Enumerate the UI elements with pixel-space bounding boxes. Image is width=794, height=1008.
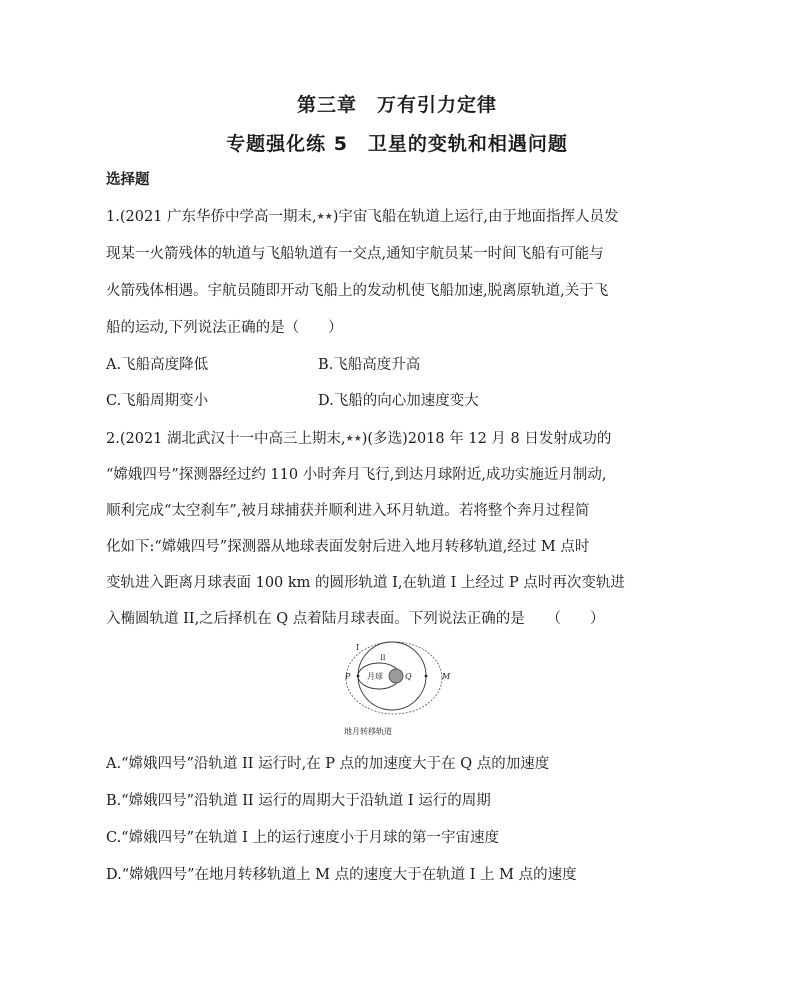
q1-option-c[interactable]: C.飞船周期变小	[106, 393, 209, 409]
section-title: 专题强化练 5 卫星的变轨和相遇问题	[226, 133, 568, 155]
difficulty-star-icon: ★★	[345, 434, 362, 444]
q1-line-1	[106, 205, 619, 226]
q2-line-2: “嫦娥四号”探测器经过约 110 小时奔月飞行,到达月球附近,成功实施近月制动,	[106, 467, 607, 483]
q1-option-a[interactable]: A.飞船高度降低	[106, 357, 209, 373]
orbit-diagram-svg	[334, 638, 464, 742]
q2-stem-start: )(多选)2018 年 12 月 8 日发射成功的	[361, 431, 612, 447]
q1-line-2: 现某一火箭残体的轨道与飞船轨道有一交点,通知宇航员某一时间飞船有可能与	[106, 246, 604, 262]
q2-option-b[interactable]: B.“嫦娥四号”沿轨道 II 运行的周期大于沿轨道 I 运行的周期	[106, 793, 491, 809]
q1-line-4: 船的运动,下列说法正确的是（ ）	[106, 320, 343, 336]
difficulty-star-icon: ★★	[316, 212, 333, 222]
label-orbit-ii: II	[380, 654, 386, 662]
q2-line-5: 变轨进入距离月球表面 100 km 的圆形轨道 I,在轨道 I 上经过 P 点时再次变轨进	[106, 575, 625, 591]
q1-source: 1.(2021 广东华侨中学高一期末,	[106, 209, 317, 225]
diagram-caption: 地月转移轨道	[344, 727, 392, 736]
q2-source: 2.(2021 湖北武汉十一中高三上期末,	[106, 431, 346, 447]
orbit-diagram	[334, 638, 464, 742]
point-m	[425, 675, 428, 678]
q2-option-a[interactable]: A.“嫦娥四号”沿轨道 II 运行时,在 P 点的加速度大于在 Q 点的加速度	[106, 756, 550, 772]
q2-line-3: 顺利完成“太空刹车”,被月球捕获并顺利进入环月轨道。若将整个奔月过程简	[106, 503, 590, 519]
section-label: 选择题	[106, 172, 150, 188]
point-p	[357, 675, 360, 678]
label-moon: 月球	[367, 672, 383, 681]
q2-option-c[interactable]: C.“嫦娥四号”在轨道 I 上的运行速度小于月球的第一宇宙速度	[106, 830, 499, 846]
q1-option-b[interactable]: B.飞船高度升高	[318, 357, 421, 373]
label-q: Q	[405, 672, 412, 681]
label-p: P	[345, 672, 351, 681]
q1-stem-start: )宇宙飞船在轨道上运行,由于地面指挥人员发	[332, 209, 619, 225]
moon-circle	[389, 669, 403, 683]
q1-option-d[interactable]: D.飞船的向心加速度变大	[318, 393, 479, 409]
label-orbit-i: I	[356, 643, 360, 652]
chapter-title: 第三章 万有引力定律	[296, 94, 497, 116]
q2-option-d[interactable]: D.“嫦娥四号”在地月转移轨道上 M 点的速度大于在轨道 I 上 M 点的速度	[106, 867, 577, 883]
label-m: M	[442, 672, 451, 681]
q2-line-4: 化如下:“嫦娥四号”探测器从地球表面发射后进入地月转移轨道,经过 M 点时	[106, 539, 590, 555]
q2-line-6: 入椭圆轨道 II,之后择机在 Q 点着陆月球表面。下列说法正确的是 （ ）	[106, 611, 605, 627]
q1-line-3: 火箭残体相遇。宇航员随即开动飞船上的发动机使飞船加速,脱离原轨道,关于飞	[106, 283, 609, 299]
q2-line-1	[106, 427, 611, 448]
